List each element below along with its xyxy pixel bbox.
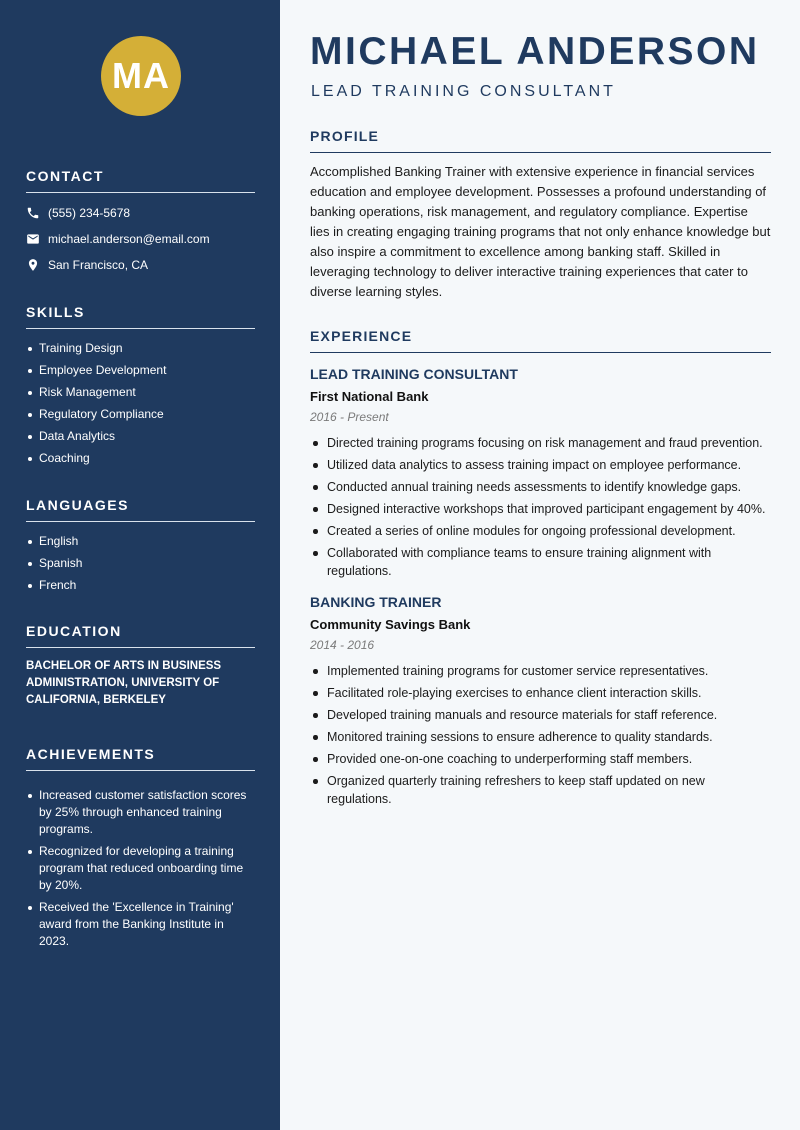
language-item: French (26, 577, 255, 594)
job-bullet: Implemented training programs for customer service representatives. (310, 662, 771, 680)
job-entry (310, 594, 771, 808)
email-icon (26, 232, 40, 246)
job-bullet: Designed interactive workshops that improved participant engagement by 40%. (310, 500, 771, 518)
profile-heading: PROFILE (310, 128, 771, 153)
education-section (26, 623, 255, 709)
job-dates: 2014 - 2016 (310, 638, 375, 652)
language-item: Spanish (26, 555, 255, 572)
languages-heading: LANGUAGES (26, 497, 255, 522)
sidebar (0, 0, 280, 1130)
achievements-list (26, 787, 255, 950)
job-bullet: Collaborated with compliance teams to ensure training alignment with regulations. (310, 544, 771, 580)
job-entry (310, 366, 771, 580)
language-item: English (26, 533, 255, 550)
location-text: San Francisco, CA (48, 258, 149, 272)
experience-heading: EXPERIENCE (310, 328, 771, 353)
phone-text: (555) 234-5678 (48, 206, 131, 220)
experience-section (310, 328, 771, 812)
contact-heading: CONTACT (26, 168, 255, 193)
job-bullet: Provided one-on-one coaching to underperforming staff members. (310, 750, 771, 768)
skill-item: Data Analytics (26, 428, 255, 445)
achievements-heading: ACHIEVEMENTS (26, 746, 255, 771)
skills-list (26, 340, 255, 467)
skill-item: Regulatory Compliance (26, 406, 255, 423)
job-bullets (310, 434, 771, 580)
skill-item: Coaching (26, 450, 255, 467)
candidate-title: LEAD TRAINING CONSULTANT (311, 83, 616, 100)
profile-text: Accomplished Banking Trainer with extensive experience in financial services education and employee development. Possesses a profound understanding of banking operations, risk management, and regulatory compliance. Expertise lies in creating engaging training programs that not only enhance knowledge but also inspire a commitment to excellence among banking staff. Skilled in leveraging technology to deliver interactive training experiences that cater to diverse learning styles. (310, 164, 771, 299)
education-heading: EDUCATION (26, 623, 255, 648)
email-row (26, 231, 255, 247)
job-dates: 2016 - Present (310, 410, 389, 424)
languages-section (26, 497, 255, 599)
job-bullet: Developed training manuals and resource materials for staff reference. (310, 706, 771, 724)
job-title: LEAD TRAINING CONSULTANT (310, 366, 518, 382)
contact-section (26, 168, 255, 273)
job-title: BANKING TRAINER (310, 594, 442, 610)
languages-list (26, 533, 255, 594)
job-bullet: Created a series of online modules for ongoing professional development. (310, 522, 771, 540)
achievements-section (26, 746, 255, 955)
skills-section (26, 304, 255, 472)
job-bullets (310, 662, 771, 808)
job-bullet: Utilized data analytics to assess training impact on employee performance. (310, 456, 771, 474)
candidate-name: MICHAEL ANDERSON (310, 30, 760, 73)
job-bullet: Facilitated role-playing exercises to enhance client interaction skills. (310, 684, 771, 702)
avatar: MA (101, 36, 181, 116)
achievement-item: Increased customer satisfaction scores by 25% through enhanced training programs. (26, 787, 255, 838)
email-text: michael.anderson@email.com (48, 232, 210, 246)
skills-heading: SKILLS (26, 304, 255, 329)
job-bullet: Directed training programs focusing on risk management and fraud prevention. (310, 434, 771, 452)
phone-icon (26, 206, 40, 220)
company-name: First National Bank (310, 389, 429, 404)
skill-item: Training Design (26, 340, 255, 357)
skill-item: Employee Development (26, 362, 255, 379)
job-bullet: Monitored training sessions to ensure adherence to quality standards. (310, 728, 771, 746)
profile-section (310, 128, 771, 302)
phone-row (26, 205, 255, 221)
education-degree: BACHELOR OF ARTS IN BUSINESS ADMINISTRATION, UNIVERSITY OF CALIFORNIA, BERKELEY (26, 660, 222, 706)
achievement-item: Recognized for developing a training program that reduced onboarding time by 20%. (26, 843, 255, 894)
company-name: Community Savings Bank (310, 617, 471, 632)
job-bullet: Conducted annual training needs assessments to identify knowledge gaps. (310, 478, 771, 496)
job-bullet: Organized quarterly training refreshers to keep staff updated on new regulations. (310, 772, 771, 808)
location-pin-icon (26, 258, 40, 272)
skill-item: Risk Management (26, 384, 255, 401)
achievement-item: Received the 'Excellence in Training' award from the Banking Institute in 2023. (26, 899, 255, 950)
location-row (26, 257, 255, 273)
